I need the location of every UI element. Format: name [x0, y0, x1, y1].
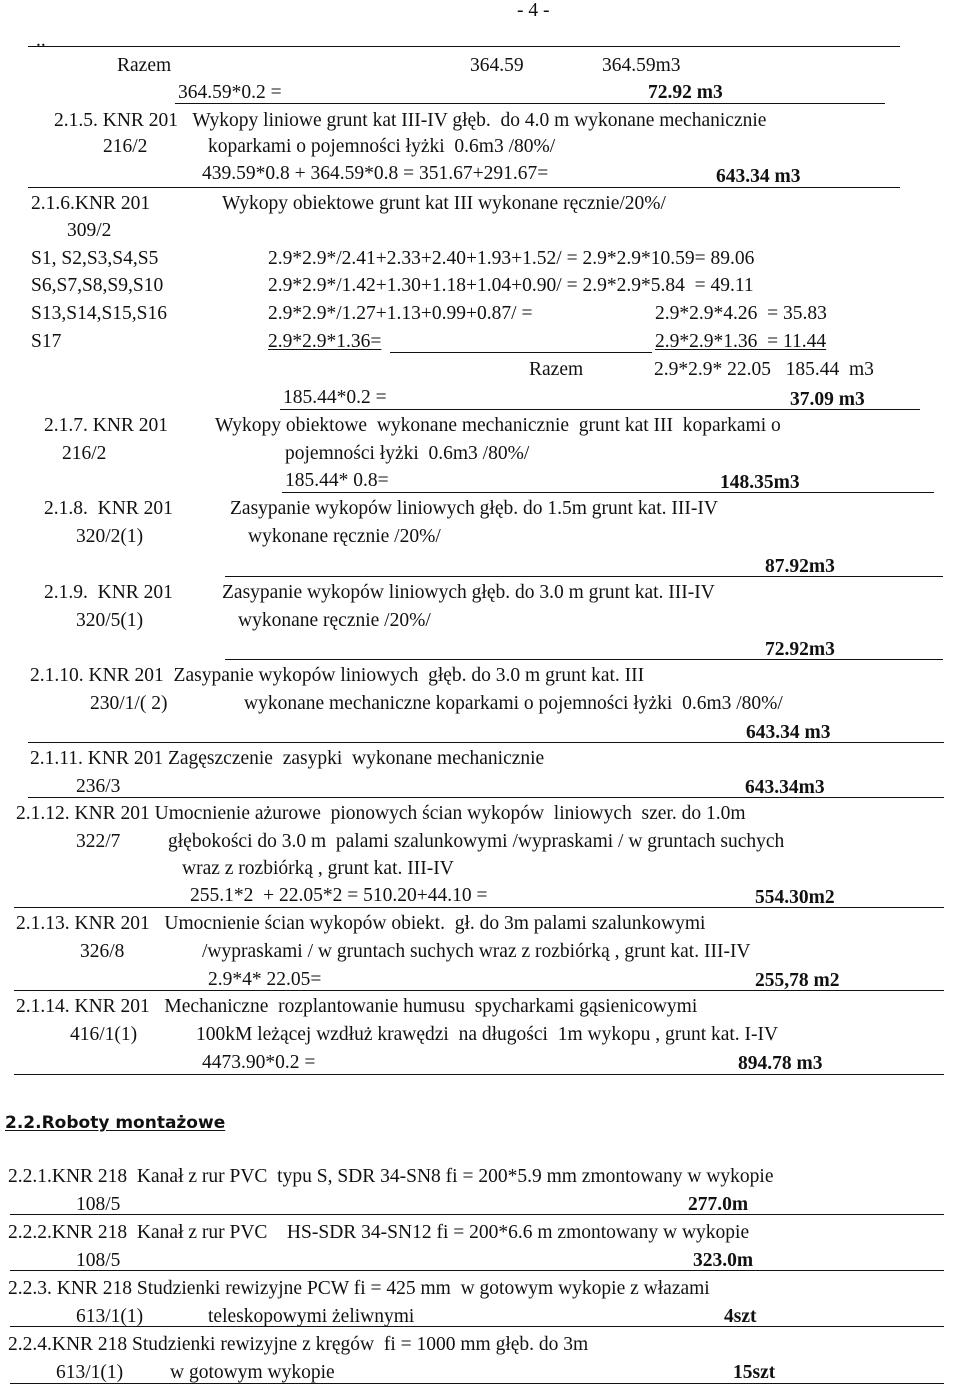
item-2111-code: 236/3: [76, 776, 121, 797]
item-2114-code: 416/1(1): [70, 1024, 138, 1045]
item-219-code: 320/5(1): [76, 610, 144, 631]
divider: [28, 187, 900, 188]
item-215-calc: 439.59*0.8 + 364.59*0.8 = 351.67+291.67=: [202, 163, 549, 184]
item-219-desc2: wykonane ręcznie /20%/: [238, 610, 431, 631]
divider: [10, 1270, 944, 1271]
item-2111-line1: 2.1.11. KNR 201 Zagęszczenie zasypki wykonane mechanicznie: [30, 748, 545, 769]
item-223-line1: 2.2.3. KNR 218 Studzienki rewizyjne PCW fi = 425 mm w gotowym wykopie z włazami: [8, 1278, 710, 1299]
razem-value-1: 364.59: [470, 55, 524, 76]
item-2114-calc: 4473.90*0.2 =: [202, 1052, 316, 1073]
item-218-result: 87.92m3: [765, 556, 835, 577]
item-222-result: 323.0m: [693, 1250, 754, 1271]
item-215-desc: koparkami o pojemności łyżki 0.6m3 /80%/: [208, 136, 556, 157]
divider: [28, 797, 944, 798]
item-216-row-label: S1, S2,S3,S4,S5: [31, 248, 159, 269]
item-2114-desc2: 100kM leżącej wzdłuż krawędzi na długości 1m wykopu , grunt kat. I-IV: [196, 1024, 779, 1045]
item-216-razem-label: Razem: [529, 359, 584, 380]
item-2114-result: 894.78 m3: [738, 1053, 823, 1074]
item-2112-desc3: wraz z rozbiórką , grunt kat. III-IV: [182, 858, 454, 879]
lead-dots: ..: [36, 30, 46, 51]
item-215-line1: 2.1.5. KNR 201 Wykopy liniowe grunt kat III-IV głęb. do 4.0 m wykonane mechanicznie: [54, 110, 767, 131]
item-216-result: 37.09 m3: [790, 389, 865, 410]
item-2113-code: 326/8: [80, 941, 125, 962]
item-2112-line1: 2.1.12. KNR 201 Umocnienie ażurowe pionowych ścian wykopów liniowych szer. do 1.0m: [16, 803, 746, 824]
item-215-result: 643.34 m3: [716, 166, 801, 187]
divider: [10, 1326, 944, 1327]
item-2110-line1: 2.1.10. KNR 201 Zasypanie wykopów liniowych głęb. do 3.0 m grunt kat. III: [30, 665, 645, 686]
item-216-desc: Wykopy obiektowe grunt kat III wykonane ręcznie/20%/: [222, 193, 666, 214]
item-216-row-calc2: 2.9*2.9*1.36 = 11.44: [655, 331, 827, 352]
item-221-code: 108/5: [76, 1194, 121, 1215]
item-216-code: 309/2: [67, 220, 112, 241]
item-216-calc: 185.44*0.2 =: [283, 387, 387, 408]
item-218-desc2: wykonane ręcznie /20%/: [248, 526, 441, 547]
item-216-row-label: S17: [31, 331, 62, 352]
divider: [14, 1074, 944, 1075]
item-2113-desc2: /wypraskami / w gruntach suchych wraz z rozbiórką , grunt kat. III-IV: [202, 941, 751, 962]
divider: [14, 907, 944, 908]
item-217-result: 148.35m3: [720, 472, 800, 493]
divider: [175, 103, 885, 104]
divider: [225, 659, 943, 660]
razem-label: Razem: [117, 55, 172, 76]
item-222-code: 108/5: [76, 1250, 121, 1271]
item-223-code: 613/1(1): [76, 1306, 144, 1327]
item-2112-code: 322/7: [76, 831, 121, 852]
item-216-row-calc: 2.9*2.9*1.36=: [268, 331, 382, 352]
item-2113-calc: 2.9*4* 22.05=: [208, 969, 322, 990]
item-2111-result: 643.34m3: [745, 777, 825, 798]
item-2110-result: 643.34 m3: [746, 722, 831, 743]
item-218-code: 320/2(1): [76, 526, 144, 547]
divider: [282, 492, 934, 493]
divider: [280, 409, 920, 410]
divider: [225, 576, 943, 577]
item-217-desc2: pojemności łyżki 0.6m3 /80%/: [285, 443, 530, 464]
item-216-row-calc: 2.9*2.9*/2.41+2.33+2.40+1.93+1.52/ = 2.9*2.9*10.59= 89.06: [268, 248, 755, 269]
item-217-code: 216/2: [62, 443, 107, 464]
page-number: - 4 -: [517, 0, 550, 21]
item-216-row-calc2: 2.9*2.9*4.26 = 35.83: [655, 303, 827, 324]
item-224-desc2: w gotowym wykopie: [170, 1362, 335, 1383]
item-217-num: 2.1.7. KNR 201: [44, 415, 169, 436]
divider: [390, 352, 652, 353]
divider: [10, 1214, 944, 1215]
item-2112-desc2: głębokości do 3.0 m palami szalunkowymi /wypraskami / w gruntach suchych: [168, 831, 785, 852]
razem-value-2: 364.59m3: [602, 55, 681, 76]
item-2110-code: 230/1/( 2): [90, 693, 168, 714]
section-heading: 2.2.Roboty montażowe: [5, 1113, 226, 1133]
item-219-desc1: Zasypanie wykopów liniowych głęb. do 3.0 m grunt kat. III-IV: [222, 582, 715, 603]
item-217-desc1: Wykopy obiektowe wykonane mechanicznie grunt kat III koparkami o: [215, 415, 781, 436]
item-216-row-calc: 2.9*2.9*/1.42+1.30+1.18+1.04+0.90/ = 2.9*2.9*5.84 = 49.11: [268, 275, 754, 296]
item-216-row-label: S13,S14,S15,S16: [31, 303, 168, 324]
razem-calc: 364.59*0.2 =: [178, 82, 282, 103]
item-2114-line1: 2.1.14. KNR 201 Mechaniczne rozplantowanie humusu spycharkami gąsienicowymi: [16, 996, 698, 1017]
item-216-row-calc: 2.9*2.9*/1.27+1.13+0.99+0.87/ =: [268, 303, 533, 324]
item-217-calc: 185.44* 0.8=: [285, 470, 389, 491]
item-216-row-label: S6,S7,S8,S9,S10: [31, 275, 164, 296]
item-216-num: 2.1.6.KNR 201: [31, 193, 151, 214]
divider: [10, 1383, 944, 1384]
item-218-num: 2.1.8. KNR 201: [44, 498, 173, 519]
item-219-num: 2.1.9. KNR 201: [44, 582, 173, 603]
item-224-result: 15szt: [733, 1362, 776, 1383]
item-2113-line1: 2.1.13. KNR 201 Umocnienie ścian wykopów obiekt. gł. do 3m palami szalunkowymi: [16, 913, 706, 934]
item-2112-result: 554.30m2: [755, 887, 835, 908]
item-224-line1: 2.2.4.KNR 218 Studzienki rewizyjne z kręgów fi = 1000 mm głęb. do 3m: [8, 1334, 589, 1355]
item-2110-desc2: wykonane mechaniczne koparkami o pojemności łyżki 0.6m3 /80%/: [244, 693, 783, 714]
divider: [28, 742, 944, 743]
item-221-result: 277.0m: [688, 1194, 749, 1215]
item-221-line1: 2.2.1.KNR 218 Kanał z rur PVC typu S, SDR 34-SN8 fi = 200*5.9 mm zmontowany w wykopie: [8, 1166, 774, 1187]
item-2112-calc: 255.1*2 + 22.05*2 = 510.20+44.10 =: [190, 885, 488, 906]
item-215-code: 216/2: [103, 136, 148, 157]
item-2113-result: 255,78 m2: [755, 970, 840, 991]
razem-result: 72.92 m3: [648, 82, 723, 103]
divider: [14, 990, 944, 991]
item-218-desc1: Zasypanie wykopów liniowych głęb. do 1.5m grunt kat. III-IV: [230, 498, 718, 519]
divider: [28, 46, 900, 47]
item-216-razem-calc: 2.9*2.9* 22.05 185.44 m3: [654, 359, 874, 380]
item-224-code: 613/1(1): [56, 1362, 124, 1383]
item-222-line1: 2.2.2.KNR 218 Kanał z rur PVC HS-SDR 34-SN12 fi = 200*6.6 m zmontowany w wykopie: [8, 1222, 750, 1243]
item-219-result: 72.92m3: [765, 639, 835, 660]
item-223-desc2: teleskopowymi żeliwnymi: [208, 1306, 415, 1327]
item-223-result: 4szt: [724, 1306, 757, 1327]
